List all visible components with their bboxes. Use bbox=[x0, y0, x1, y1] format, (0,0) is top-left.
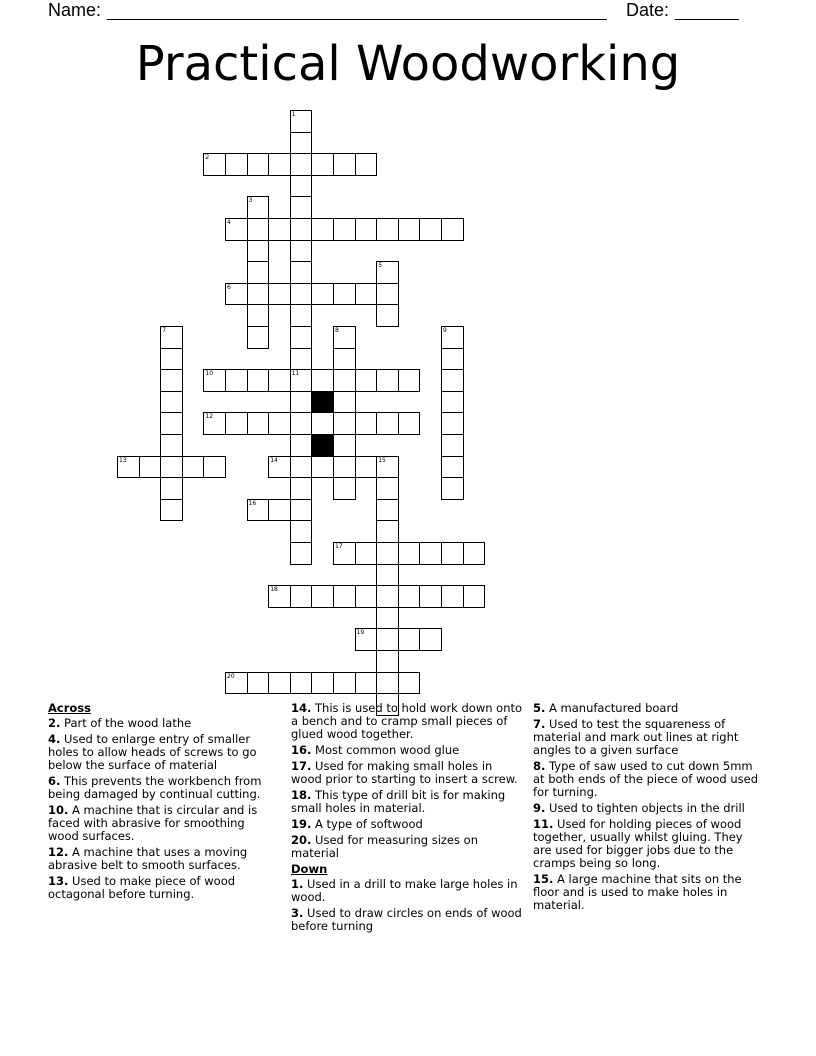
grid-cell[interactable] bbox=[376, 456, 399, 479]
clues-column-3 bbox=[533, 702, 759, 915]
clue-item bbox=[533, 760, 759, 799]
grid-cell[interactable] bbox=[441, 412, 464, 435]
clue-number: 2 bbox=[205, 154, 210, 162]
grid-cell[interactable] bbox=[376, 542, 399, 565]
grid-cell[interactable] bbox=[290, 434, 313, 457]
grid-cell[interactable] bbox=[333, 585, 356, 608]
grid-cell[interactable] bbox=[311, 369, 334, 392]
grid-cell[interactable] bbox=[247, 196, 270, 219]
clue-item bbox=[291, 818, 523, 831]
clue-label-number: 7. bbox=[533, 717, 546, 731]
clue-label-number: 1. bbox=[291, 877, 304, 891]
grid-cell[interactable] bbox=[160, 477, 183, 500]
grid-cell[interactable] bbox=[290, 261, 313, 284]
grid-cell[interactable] bbox=[268, 369, 291, 392]
clue-item bbox=[533, 873, 759, 912]
grid-cell[interactable] bbox=[376, 369, 399, 392]
grid-cell[interactable] bbox=[333, 542, 356, 565]
name-field[interactable] bbox=[48, 0, 607, 20]
grid-cell[interactable] bbox=[290, 175, 313, 198]
grid-cell[interactable] bbox=[268, 456, 291, 479]
clue-item bbox=[291, 907, 523, 933]
clue-item bbox=[291, 760, 523, 786]
grid-cell[interactable] bbox=[398, 218, 421, 241]
grid-cell[interactable] bbox=[355, 369, 378, 392]
grid-cell[interactable] bbox=[355, 628, 378, 651]
grid-cell[interactable] bbox=[441, 477, 464, 500]
clue-label-number: 17. bbox=[291, 759, 312, 773]
clue-number: 18 bbox=[270, 586, 278, 594]
grid-cell[interactable] bbox=[290, 477, 313, 500]
clue-item bbox=[48, 846, 274, 872]
grid-cell[interactable] bbox=[355, 672, 378, 695]
grid-cell[interactable] bbox=[376, 261, 399, 284]
grid-cell[interactable] bbox=[247, 261, 270, 284]
clue-text: Used to draw circles on ends of wood before turning bbox=[291, 906, 522, 933]
clue-label-number: 12. bbox=[48, 845, 69, 859]
grid-cell[interactable] bbox=[290, 456, 313, 479]
clue-text: Used to make piece of wood octagonal before turning. bbox=[48, 874, 236, 901]
clue-label-number: 16. bbox=[291, 743, 312, 757]
grid-cell[interactable] bbox=[225, 153, 248, 176]
grid-cell[interactable] bbox=[268, 153, 291, 176]
grid-cell[interactable] bbox=[333, 412, 356, 435]
grid-cell[interactable] bbox=[268, 283, 291, 306]
grid-cell[interactable] bbox=[419, 542, 442, 565]
clue-item bbox=[533, 818, 759, 870]
grid-cell[interactable] bbox=[398, 672, 421, 695]
grid-cell[interactable] bbox=[398, 369, 421, 392]
grid-cell[interactable] bbox=[376, 499, 399, 522]
grid-cell[interactable] bbox=[311, 218, 334, 241]
grid-cell[interactable] bbox=[225, 672, 248, 695]
clue-number: 9 bbox=[443, 327, 447, 334]
grid-cell[interactable] bbox=[463, 585, 486, 608]
grid-cell[interactable] bbox=[333, 456, 356, 479]
grid-cell[interactable] bbox=[441, 585, 464, 608]
date-label: Date: bbox=[626, 0, 670, 20]
clue-number: 13 bbox=[119, 456, 127, 464]
grid-cell[interactable] bbox=[160, 434, 183, 457]
clue-text: This type of drill bit is for making small holes in material. bbox=[291, 788, 506, 815]
grid-cell[interactable] bbox=[268, 499, 291, 522]
clue-text: This prevents the workbench from being damaged by continual cutting. bbox=[48, 774, 262, 801]
grid-cell[interactable] bbox=[419, 628, 442, 651]
grid-cell[interactable] bbox=[333, 326, 356, 349]
clue-number: 16 bbox=[248, 499, 257, 507]
grid-cell[interactable] bbox=[290, 240, 313, 263]
clue-text: Used for measuring sizes on material bbox=[291, 833, 478, 860]
grid-cell[interactable] bbox=[355, 218, 378, 241]
grid-cell[interactable] bbox=[290, 585, 313, 608]
clue-label-number: 2. bbox=[48, 716, 61, 730]
black-cell bbox=[311, 434, 334, 457]
grid-cell[interactable] bbox=[441, 218, 464, 241]
grid-cell[interactable] bbox=[355, 585, 378, 608]
date-line[interactable] bbox=[675, 3, 739, 20]
clue-number: 11 bbox=[291, 370, 300, 378]
grid-cell[interactable] bbox=[419, 218, 442, 241]
grid-cell[interactable] bbox=[225, 369, 248, 392]
clue-text: Most common wood glue bbox=[311, 743, 460, 757]
grid-cell[interactable] bbox=[441, 456, 464, 479]
clue-text: A large machine that sits on the floor and is used to make holes in material. bbox=[533, 872, 742, 912]
clue-item bbox=[291, 834, 523, 860]
clue-item bbox=[291, 878, 523, 904]
clue-label-number: 20. bbox=[291, 833, 312, 847]
grid-cell[interactable] bbox=[398, 585, 421, 608]
black-cell bbox=[311, 391, 334, 414]
grid-cell[interactable] bbox=[311, 456, 334, 479]
grid-cell[interactable] bbox=[247, 304, 270, 327]
grid-cell[interactable] bbox=[247, 218, 270, 241]
clue-number: 3 bbox=[248, 197, 253, 205]
grid-cell[interactable] bbox=[376, 607, 399, 630]
clue-label-number: 13. bbox=[48, 874, 69, 888]
grid-cell[interactable] bbox=[311, 412, 334, 435]
clue-text: A manufactured board bbox=[545, 701, 679, 715]
grid-cell[interactable] bbox=[398, 412, 421, 435]
grid-cell[interactable] bbox=[333, 153, 356, 176]
grid-cell[interactable] bbox=[160, 326, 183, 349]
page-title: Practical Woodworking bbox=[135, 36, 681, 92]
grid-cell[interactable] bbox=[247, 672, 270, 695]
clue-number: 7 bbox=[162, 327, 167, 334]
clue-label-number: 10. bbox=[48, 803, 69, 817]
grid-cell[interactable] bbox=[376, 218, 399, 241]
grid-cell[interactable] bbox=[290, 326, 313, 349]
grid-cell[interactable] bbox=[441, 326, 464, 349]
grid-cell[interactable] bbox=[333, 348, 356, 371]
clue-label-number: 5. bbox=[533, 701, 546, 715]
grid-cell[interactable] bbox=[376, 628, 399, 651]
grid-cell[interactable] bbox=[290, 391, 313, 414]
clue-item bbox=[533, 718, 759, 757]
grid-cell[interactable] bbox=[376, 520, 399, 543]
clue-number: 20 bbox=[227, 672, 235, 680]
grid-cell[interactable] bbox=[290, 283, 313, 306]
clue-label-number: 19. bbox=[291, 817, 312, 831]
grid-cell[interactable] bbox=[311, 153, 334, 176]
grid-cell[interactable] bbox=[333, 434, 356, 457]
grid-cell[interactable] bbox=[333, 477, 356, 500]
clue-label-number: 3. bbox=[291, 906, 304, 920]
grid-cell[interactable] bbox=[247, 153, 270, 176]
date-field[interactable] bbox=[626, 0, 739, 20]
clue-number: 15 bbox=[378, 456, 386, 464]
grid-cell[interactable] bbox=[290, 672, 313, 695]
grid-cell[interactable] bbox=[290, 348, 313, 371]
clue-item bbox=[291, 744, 523, 757]
grid-cell[interactable] bbox=[290, 542, 313, 565]
grid-cell[interactable] bbox=[203, 412, 226, 435]
clue-item bbox=[291, 789, 523, 815]
clue-label-number: 18. bbox=[291, 788, 312, 802]
clue-text: Used to tighten objects in the drill bbox=[545, 801, 745, 815]
grid-cell[interactable] bbox=[268, 412, 291, 435]
grid-cell[interactable] bbox=[290, 110, 313, 133]
clue-item bbox=[533, 702, 759, 715]
grid-cell[interactable] bbox=[441, 369, 464, 392]
grid-cell[interactable] bbox=[290, 304, 313, 327]
grid-cell[interactable] bbox=[376, 585, 399, 608]
grid-cell[interactable] bbox=[311, 672, 334, 695]
grid-cell[interactable] bbox=[355, 283, 378, 306]
grid-cell[interactable] bbox=[290, 412, 313, 435]
clue-item bbox=[291, 702, 523, 741]
clue-number: 14 bbox=[270, 456, 278, 464]
clue-item bbox=[48, 875, 274, 901]
grid-cell[interactable] bbox=[441, 391, 464, 414]
clue-text: Used for holding pieces of wood together, usually whilst gluing. They are used for bigger jobs due to the cramps being so long. bbox=[533, 817, 743, 870]
grid-cell[interactable] bbox=[160, 456, 183, 479]
grid-cell[interactable] bbox=[333, 369, 356, 392]
across-heading: Across bbox=[48, 701, 91, 715]
clue-text: A machine that uses a moving abrasive belt to smooth surfaces. bbox=[48, 845, 248, 872]
grid-cell[interactable] bbox=[290, 520, 313, 543]
grid-cell[interactable] bbox=[441, 434, 464, 457]
grid-cell[interactable] bbox=[376, 650, 399, 673]
clue-text: Used for making small holes in wood prior to starting to insert a screw. bbox=[291, 759, 518, 786]
grid-cell[interactable] bbox=[290, 499, 313, 522]
grid-cell[interactable] bbox=[376, 283, 399, 306]
clue-number: 12 bbox=[205, 413, 214, 421]
clue-item bbox=[48, 804, 274, 843]
clue-item bbox=[48, 733, 274, 772]
clues-column-2 bbox=[291, 702, 523, 936]
grid-cell[interactable] bbox=[225, 412, 248, 435]
grid-cell[interactable] bbox=[290, 218, 313, 241]
clue-text: Used in a drill to make large holes in wood. bbox=[291, 877, 518, 904]
grid-cell[interactable] bbox=[160, 348, 183, 371]
clue-number: 6 bbox=[227, 283, 231, 291]
clue-text: A type of softwood bbox=[311, 817, 423, 831]
grid-cell[interactable] bbox=[333, 672, 356, 695]
clue-text: This is used to hold work down onto a bench and to cramp small pieces of glued wood together. bbox=[291, 701, 523, 741]
clue-label-number: 4. bbox=[48, 732, 61, 746]
clue-item bbox=[533, 802, 759, 815]
grid-cell[interactable] bbox=[333, 391, 356, 414]
name-label: Name: bbox=[48, 0, 102, 20]
clue-text: A machine that is circular and is faced with abrasive for smoothing wood surfaces. bbox=[48, 803, 258, 843]
grid-cell[interactable] bbox=[203, 456, 226, 479]
grid-cell[interactable] bbox=[203, 153, 226, 176]
grid-cell[interactable] bbox=[247, 369, 270, 392]
clue-number: 4 bbox=[227, 219, 231, 226]
clue-text: Used to test the squareness of material and mark out lines at right angles to a given surface bbox=[533, 717, 739, 757]
clue-text: Used to enlarge entry of smaller holes to allow heads of screws to go below the surface of material bbox=[48, 732, 257, 772]
grid-cell[interactable] bbox=[355, 456, 378, 479]
grid-cell[interactable] bbox=[441, 348, 464, 371]
clue-label-number: 9. bbox=[533, 801, 546, 815]
grid-cell[interactable] bbox=[117, 456, 140, 479]
clue-text: Type of saw used to cut down 5mm at both ends of the piece of wood used for turning. bbox=[533, 759, 759, 799]
clue-item bbox=[48, 775, 274, 801]
grid-cell[interactable] bbox=[247, 326, 270, 349]
down-heading: Down bbox=[291, 862, 328, 876]
clue-label-number: 6. bbox=[48, 774, 61, 788]
clues-column-1 bbox=[48, 702, 274, 904]
grid-cell[interactable] bbox=[268, 672, 291, 695]
grid-cell[interactable] bbox=[311, 585, 334, 608]
clue-label-number: 8. bbox=[533, 759, 546, 773]
grid-cell[interactable] bbox=[160, 369, 183, 392]
grid-cell[interactable] bbox=[247, 412, 270, 435]
grid-cell[interactable] bbox=[139, 456, 162, 479]
grid-cell[interactable] bbox=[247, 283, 270, 306]
grid-cell[interactable] bbox=[441, 542, 464, 565]
clue-text: Part of the wood lathe bbox=[60, 716, 192, 730]
clue-label-number: 11. bbox=[533, 817, 554, 831]
clue-number: 17 bbox=[335, 543, 343, 550]
grid-cell[interactable] bbox=[160, 499, 183, 522]
grid-cell[interactable] bbox=[247, 499, 270, 522]
name-line[interactable] bbox=[107, 3, 607, 20]
grid-cell[interactable] bbox=[333, 218, 356, 241]
grid-cell[interactable] bbox=[182, 456, 205, 479]
clue-item bbox=[48, 717, 274, 730]
grid-cell[interactable] bbox=[290, 153, 313, 176]
grid-cell[interactable] bbox=[225, 218, 248, 241]
grid-cell[interactable] bbox=[247, 240, 270, 263]
grid-cell[interactable] bbox=[268, 585, 291, 608]
grid-cell[interactable] bbox=[311, 283, 334, 306]
clue-number: 1 bbox=[291, 111, 296, 118]
grid-cell[interactable] bbox=[355, 542, 378, 565]
grid-cell[interactable] bbox=[333, 283, 356, 306]
grid-cell[interactable] bbox=[290, 132, 313, 155]
clue-number: 5 bbox=[378, 262, 383, 270]
grid-cell[interactable] bbox=[290, 369, 313, 392]
clue-label-number: 14. bbox=[291, 701, 312, 715]
grid-cell[interactable] bbox=[160, 391, 183, 414]
grid-cell[interactable] bbox=[376, 564, 399, 587]
grid-cell[interactable] bbox=[463, 542, 486, 565]
grid-cell[interactable] bbox=[268, 218, 291, 241]
clue-label-number: 15. bbox=[533, 872, 554, 886]
clue-number: 10 bbox=[205, 370, 214, 378]
grid-cell[interactable] bbox=[290, 196, 313, 219]
grid-cell[interactable] bbox=[225, 283, 248, 306]
grid-cell[interactable] bbox=[419, 585, 442, 608]
grid-cell[interactable] bbox=[355, 412, 378, 435]
grid-cell[interactable] bbox=[398, 542, 421, 565]
grid-cell[interactable] bbox=[203, 369, 226, 392]
grid-cell[interactable] bbox=[376, 304, 399, 327]
clue-number: 8 bbox=[335, 327, 339, 334]
grid-cell[interactable] bbox=[376, 477, 399, 500]
grid-cell[interactable] bbox=[376, 672, 399, 695]
clue-number: 19 bbox=[356, 629, 365, 637]
grid-cell[interactable] bbox=[355, 153, 378, 176]
grid-cell[interactable] bbox=[398, 628, 421, 651]
grid-cell[interactable] bbox=[160, 412, 183, 435]
grid-cell[interactable] bbox=[376, 412, 399, 435]
